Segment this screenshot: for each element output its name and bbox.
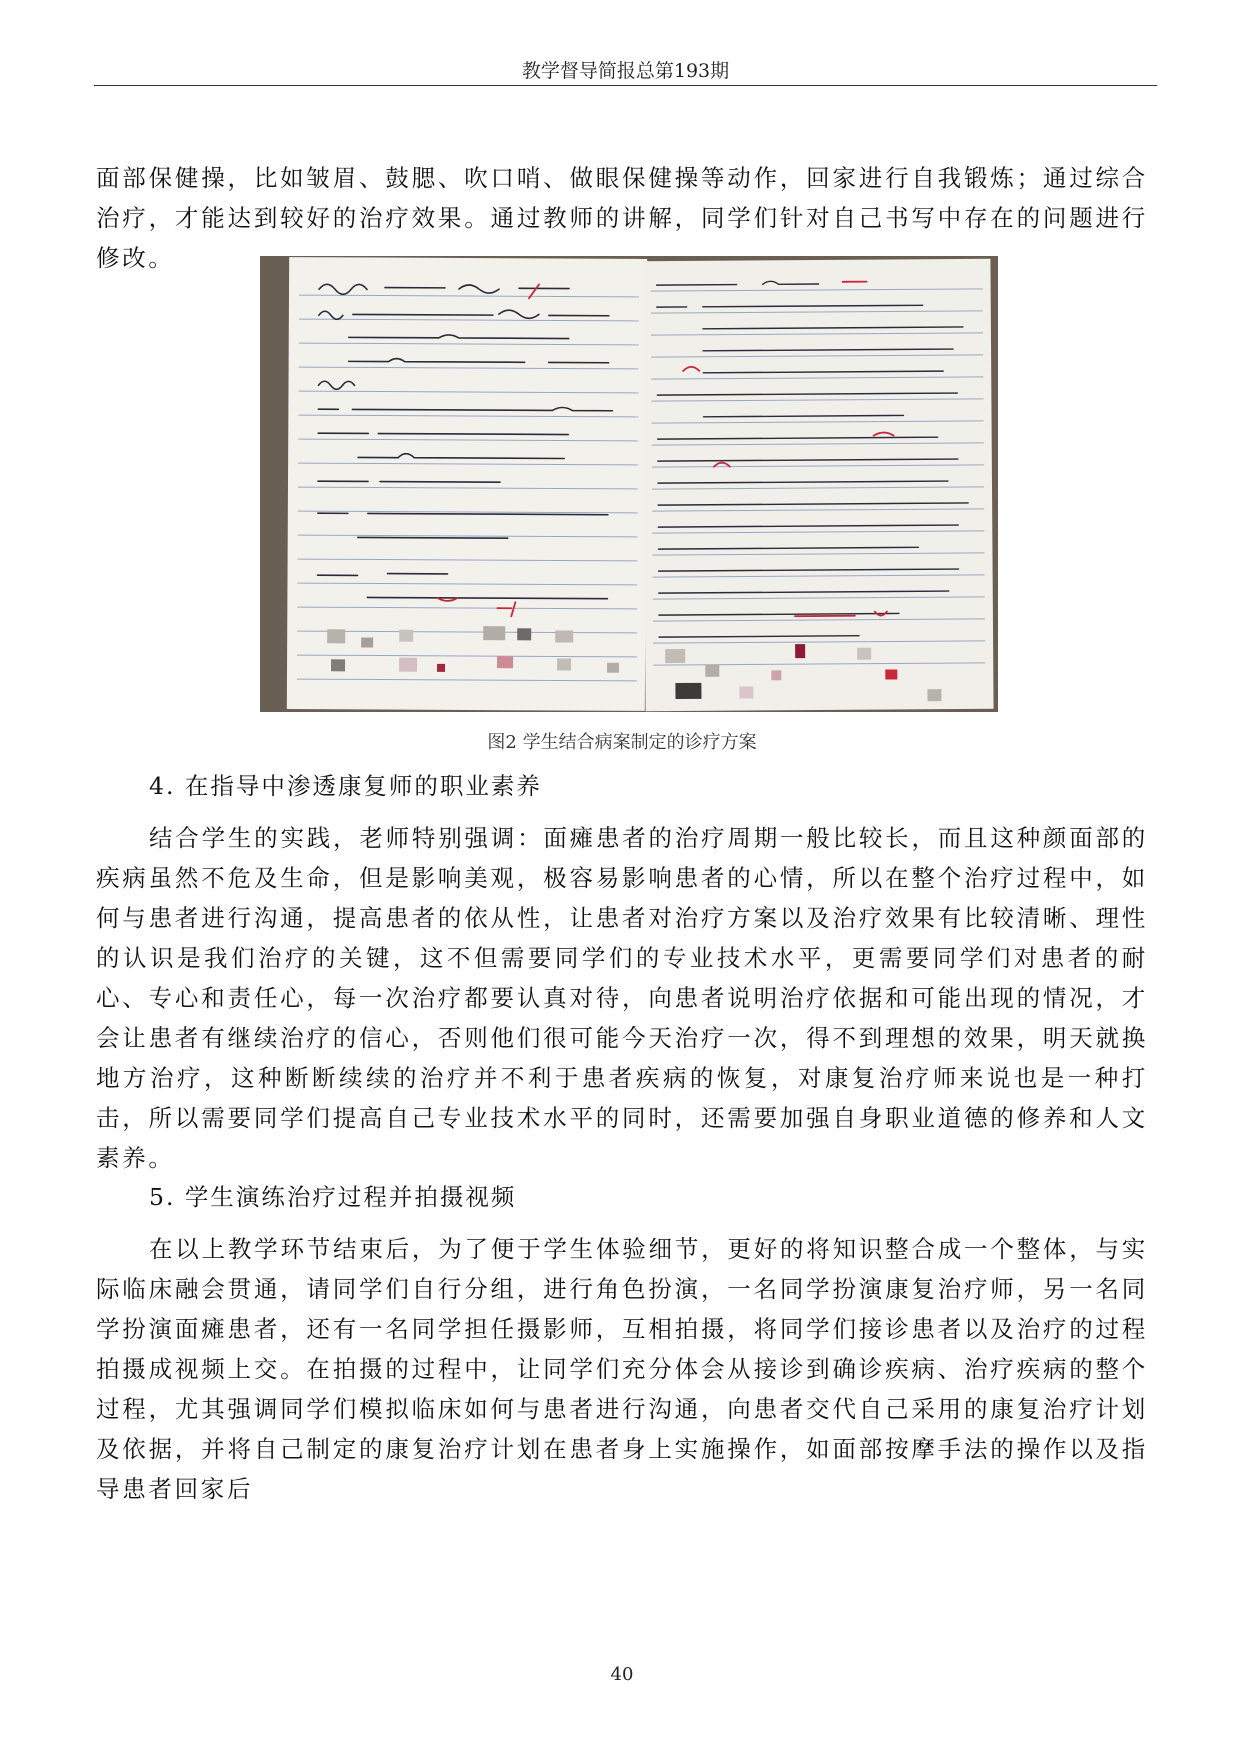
running-header: 教学督导简报总第193期 <box>521 60 730 82</box>
right-handwritten-sheet <box>642 259 993 711</box>
paragraph-continuation: 面部保健操，比如皱眉、鼓腮、吹口哨、做眼保健操等动作，回家进行自我锻炼；通过综合治疗，才能达到较好的治疗效果。通过教师的讲解，同学们针对自己书写中存在的问题进行修改。 <box>96 164 1148 272</box>
left-handwritten-sheet <box>287 257 647 711</box>
section-heading-4: 4. 在指导中渗透康复师的职业素养 <box>149 772 542 800</box>
figure-caption: 图2 学生结合病案制定的诊疗方案 <box>487 732 757 753</box>
section-heading-5: 5. 学生演练治疗过程并拍摄视频 <box>149 1183 517 1211</box>
handwritten-plan-photo <box>260 256 998 712</box>
right-sheet-scribbles <box>642 259 993 711</box>
header-rule <box>94 85 1157 86</box>
left-sheet-scribbles <box>287 257 647 711</box>
paragraph-professional-quality: 结合学生的实践，老师特别强调：面瘫患者的治疗周期一般比较长，而且这种颜面部的疾病虽然不危及生命，但是影响美观，极容易影响患者的心情，所以在整个治疗过程中，如何与患者进行沟通，提高患者的依从性，让患者对治疗方案以及治疗效果有比较清晰、理性的认识是我们治疗的关键，这不但需要同学们的专业技术水平，更需要同学们对患者的耐心、专心和责任心，每一次治疗都要认真对待，向患者说明治疗依据和可能出现的情况，才会让患者有继续治疗的信心，否则他们很可能今天治疗一次，得不到理想的效果，明天就换地方治疗，这种断断续续的治疗并不利于患者疾病的恢复，对康复治疗师来说也是一种打击，所以需要同学们提高自己专业技术水平的同时，还需要加强自身职业道德的修养和人文素养。 <box>96 824 1148 1172</box>
page-number: 40 <box>610 1664 634 1685</box>
paragraph-video-practice: 在以上教学环节结束后，为了便于学生体验细节，更好的将知识整合成一个整体，与实际临床融会贯通，请同学们自行分组，进行角色扮演，一名同学扮演康复治疗师，另一名同学扮演面瘫患者，还有一名同学担任摄影师，互相拍摄，将同学们接诊患者以及治疗的过程拍摄成视频上交。在拍摄的过程中，让同学们充分体会从接诊到确诊疾病、治疗疾病的整个过程，尤其强调同学们模拟临床如何与患者进行沟通，向患者交代自己采用的康复治疗计划及依据，并将自己制定的康复治疗计划在患者身上实施操作，如面部按摩手法的操作以及指导患者回家后 <box>96 1235 1148 1503</box>
